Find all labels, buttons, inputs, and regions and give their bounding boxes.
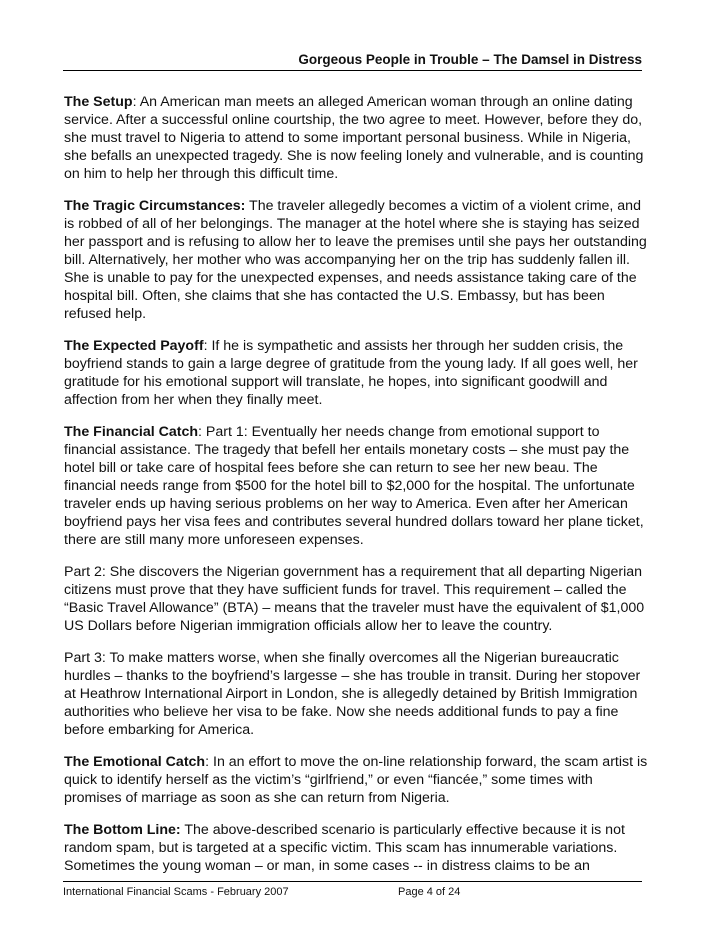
paragraph-heading: The Tragic Circumstances: <box>64 198 246 214</box>
paragraph-expected-payoff <box>64 337 648 409</box>
paragraph-heading: The Expected Payoff <box>64 338 204 354</box>
paragraph-heading: The Financial Catch <box>64 424 199 440</box>
heading-separator: : <box>203 338 212 354</box>
heading-separator: : <box>198 424 206 440</box>
footer-divider <box>63 881 642 882</box>
paragraph-heading: The Bottom Line: <box>64 822 181 838</box>
document-body <box>64 93 648 889</box>
header-divider <box>63 70 642 71</box>
paragraph-setup <box>64 93 648 183</box>
paragraph-emotional-catch <box>64 753 648 807</box>
paragraph-financial-catch <box>64 423 648 549</box>
paragraph-text: In an effort to move the on-line relationship forward, the scam artist is quick to identify herself as the victim’s “girlfriend,” or even “fiancée,” some times with promises of marriage as soon as she can return from Nigeria. <box>64 754 648 806</box>
paragraph-text: An American man meets an alleged American woman through an online dating service. After a successful online courtship, the two agree to meet. However, before they do, she must travel to Nigeria to attend to some important personal business. While in Nigeria, she befalls an unexpected tragedy. She is now feeling lonely and vulnerable, and is counting on him to help her through this difficult time. <box>64 94 644 182</box>
paragraph-text: Part 3: To make matters worse, when she finally overcomes all the Nigerian bureaucratic hurdles – thanks to the boyfriend’s largesse – she has trouble in transit. During her stopover at Heathrow International Airport in London, she is allegedly detained by British Immigration authorities who believe her visa to be fake. Now she needs additional funds to pay a fine before embarking for America. <box>64 650 641 738</box>
paragraph-text: The traveler allegedly becomes a victim of a violent crime, and is robbed of all of her belongings. The manager at the hotel where she is staying has seized her passport and is refusing to allow her to leave the premises until she pays her outstanding bill. Alternatively, her mother who was accompanying her on the trip has suddenly fallen ill. She is unable to pay for the unexpected expenses, and needs assistance taking care of the hospital bill. Often, she claims that she has contacted the U.S. Embassy, but has been refused help. <box>64 198 647 322</box>
paragraph-heading: The Setup <box>64 94 133 110</box>
footer-document-title: International Financial Scams - February 2007 <box>63 886 289 898</box>
paragraph-text: The above-described scenario is particularly effective because it is not random spam, but is targeted at a specific victim. This scam has innumerable variations. Sometimes the young woman – or man, in some cases -- in distress claims to be an <box>64 822 625 874</box>
paragraph-text: If he is sympathetic and assists her through her sudden crisis, the boyfriend stands to gain a large degree of gratitude from the young lady. If all goes well, her gratitude for his emotional support will translate, he hopes, into significant goodwill and affection from her when they finally meet. <box>64 338 638 408</box>
paragraph-text: Part 2: She discovers the Nigerian government has a requirement that all departing Nigerian citizens must prove that they have sufficient funds for travel. This requirement – called the “Basic Travel Allowance” (BTA) – means that the traveler must have the equivalent of $1,000 US Dollars before Nigerian immigration officials allow her to leave the country. <box>64 564 645 634</box>
paragraph-part-3 <box>64 649 648 739</box>
heading-separator: : <box>132 94 140 110</box>
paragraph-part-2 <box>64 563 648 635</box>
paragraph-text: Part 1: Eventually her needs change from emotional support to financial assistance. The tragedy that befell her entails monetary costs – she must pay the hotel bill or take care of hospital fees before she can return to see her new beau. The financial needs range from $500 for the hotel bill to $2,000 for the hospital. The unfortunate traveler ends up having serious problems on her way to America. Even after her American boyfriend pays her visa fees and contributes several hundred dollars toward her plane ticket, there are still many more unforeseen expenses. <box>64 424 644 548</box>
paragraph-heading: The Emotional Catch <box>64 754 206 770</box>
footer-page-number: Page 4 of 24 <box>398 886 461 898</box>
running-header: Gorgeous People in Trouble – The Damsel in Distress <box>298 52 642 67</box>
paragraph-bottom-line <box>64 821 648 875</box>
heading-separator: : <box>205 754 213 770</box>
paragraph-tragic-circumstances <box>64 197 648 323</box>
